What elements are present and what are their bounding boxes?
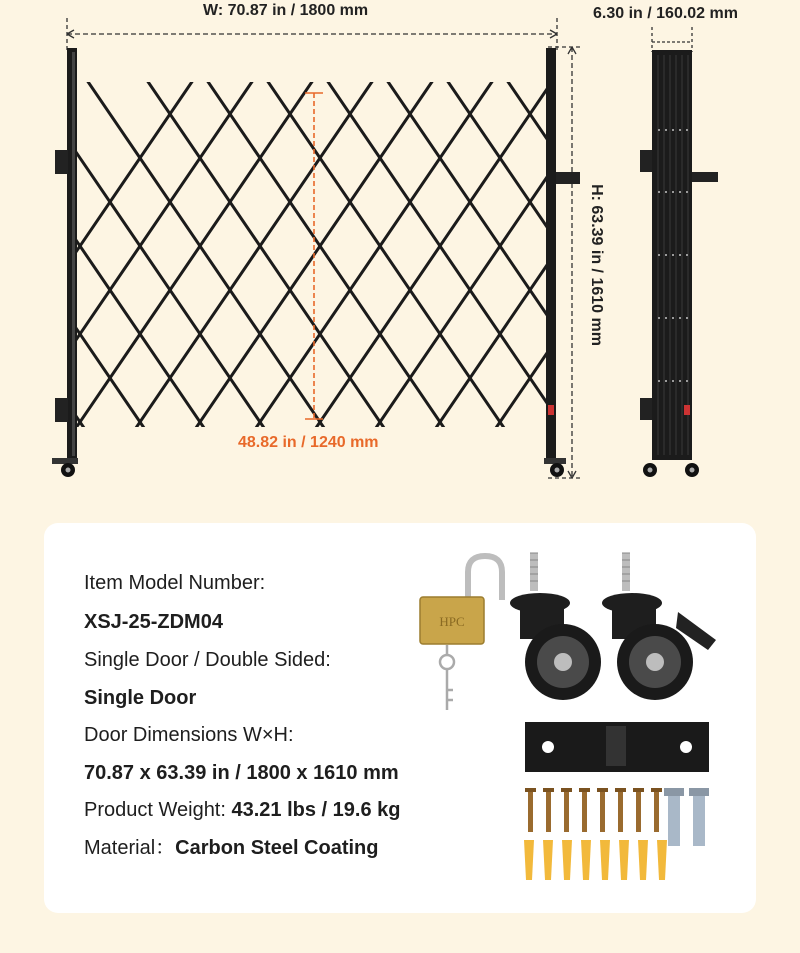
padlock-icon xyxy=(420,556,502,644)
door-type-label: Single Door / Double Sided: xyxy=(84,649,331,671)
caster-wheel-brake-icon xyxy=(602,553,716,700)
height-dimension-label: H: 63.39 in / 1610 mm xyxy=(588,184,605,346)
product-weight-label: Product Weight: xyxy=(84,799,232,821)
width-dimension-label: W: 70.87 in / 1800 mm xyxy=(203,2,369,19)
door-dimensions-label: Door Dimensions W×H: xyxy=(84,724,294,746)
material-label: Material： xyxy=(84,837,176,859)
caster-wheel-icon xyxy=(510,553,601,700)
mounting-bracket-icon xyxy=(525,722,709,772)
material-value: Carbon Steel Coating xyxy=(175,837,379,859)
model-number-label: Item Model Number: xyxy=(84,572,266,594)
model-number-value: XSJ-25-ZDM04 xyxy=(84,611,223,633)
key-icon xyxy=(440,645,454,710)
product-weight-value: 43.21 lbs / 19.6 kg xyxy=(231,799,401,821)
expansion-bolt-icon xyxy=(664,788,709,846)
span-dimension-label: 48.82 in / 1240 mm xyxy=(238,434,379,451)
padlock-brand: HPC xyxy=(439,614,465,629)
depth-dimension-label: 6.30 in / 160.02 mm xyxy=(593,5,738,22)
screw-icon xyxy=(525,788,662,832)
door-type-value: Single Door xyxy=(84,687,197,709)
wall-anchor-icon xyxy=(524,840,667,880)
door-dimensions-value: 70.87 x 63.39 in / 1800 x 1610 mm xyxy=(84,762,399,784)
